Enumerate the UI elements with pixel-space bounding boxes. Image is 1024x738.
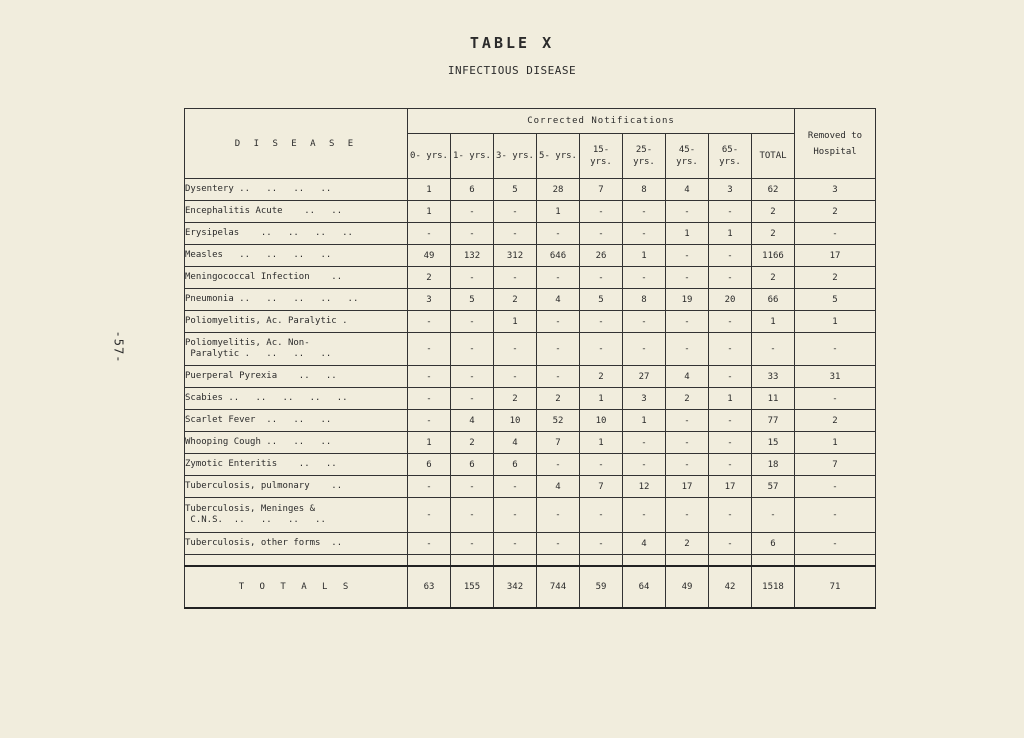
count-cell: 2: [494, 289, 537, 311]
count-cell: 10: [494, 410, 537, 432]
spacer-cell: [752, 555, 795, 567]
removed-cell: 3: [795, 179, 876, 201]
disease-name-cell: Poliomyelitis, Ac. Paralytic .: [185, 311, 408, 333]
count-cell: 19: [666, 289, 709, 311]
count-cell: -: [537, 333, 580, 366]
count-cell: -: [580, 201, 623, 223]
count-cell: -: [580, 333, 623, 366]
count-cell: 6: [408, 454, 451, 476]
total-cell: 1: [752, 311, 795, 333]
spacer-cell: [795, 555, 876, 567]
count-cell: 1: [408, 201, 451, 223]
age-header-45: 45- yrs.: [666, 134, 709, 179]
count-cell: -: [623, 223, 666, 245]
spacer-row: [185, 555, 876, 567]
infectious-disease-table: [184, 108, 876, 609]
table-row: [185, 410, 876, 432]
count-cell: 1: [580, 388, 623, 410]
count-cell: -: [408, 366, 451, 388]
total-count-cell: 744: [537, 566, 580, 608]
total-cell: 33: [752, 366, 795, 388]
count-cell: -: [408, 388, 451, 410]
count-cell: 4: [537, 476, 580, 498]
count-cell: 12: [623, 476, 666, 498]
age-header-3: 3- yrs.: [494, 134, 537, 179]
total-cell: -: [752, 498, 795, 533]
count-cell: -: [666, 245, 709, 267]
count-cell: -: [537, 454, 580, 476]
count-cell: -: [709, 267, 752, 289]
count-cell: -: [494, 333, 537, 366]
disease-name-cell: Tuberculosis, pulmonary ..: [185, 476, 408, 498]
count-cell: -: [580, 223, 623, 245]
spacer-cell: [494, 555, 537, 567]
removed-cell: 2: [795, 410, 876, 432]
removed-to-hospital-header: Removed to Hospital: [795, 109, 876, 179]
total-cell: 57: [752, 476, 795, 498]
age-header-1: 1- yrs.: [451, 134, 494, 179]
count-cell: -: [580, 267, 623, 289]
total-cell: -: [752, 333, 795, 366]
table-row: [185, 289, 876, 311]
total-count-cell: 49: [666, 566, 709, 608]
count-cell: 3: [623, 388, 666, 410]
count-cell: 1: [623, 245, 666, 267]
count-cell: -: [451, 223, 494, 245]
count-cell: -: [580, 311, 623, 333]
count-cell: -: [451, 201, 494, 223]
table-row: [185, 245, 876, 267]
count-cell: 4: [666, 366, 709, 388]
disease-name-cell: Poliomyelitis, Ac. Non- Paralytic . .. .. ..: [185, 333, 408, 366]
count-cell: -: [451, 311, 494, 333]
count-cell: 3: [709, 179, 752, 201]
count-cell: 2: [666, 388, 709, 410]
count-cell: -: [709, 432, 752, 454]
total-count-cell: 342: [494, 566, 537, 608]
removed-cell: 1: [795, 311, 876, 333]
removed-cell: -: [795, 476, 876, 498]
count-cell: -: [666, 410, 709, 432]
count-cell: -: [451, 388, 494, 410]
total-cell: 2: [752, 267, 795, 289]
disease-column-header: D I S E A S E: [185, 109, 408, 179]
count-cell: 1: [709, 223, 752, 245]
count-cell: 52: [537, 410, 580, 432]
total-cell: 77: [752, 410, 795, 432]
total-count-cell: 64: [623, 566, 666, 608]
count-cell: -: [666, 311, 709, 333]
totals-row: [185, 566, 876, 608]
count-cell: -: [537, 366, 580, 388]
total-cell: 2: [752, 223, 795, 245]
spacer-cell: [408, 555, 451, 567]
grand-total-cell: 1518: [752, 566, 795, 608]
table-row: [185, 366, 876, 388]
count-cell: -: [709, 245, 752, 267]
count-cell: -: [451, 498, 494, 533]
totals-label: T O T A L S: [185, 566, 408, 608]
count-cell: -: [709, 533, 752, 555]
count-cell: -: [408, 476, 451, 498]
count-cell: -: [666, 498, 709, 533]
table-row: [185, 179, 876, 201]
count-cell: -: [666, 267, 709, 289]
count-cell: 26: [580, 245, 623, 267]
count-cell: -: [709, 366, 752, 388]
count-cell: 5: [580, 289, 623, 311]
count-cell: -: [623, 201, 666, 223]
table-row: [185, 388, 876, 410]
disease-name-cell: Puerperal Pyrexia .. ..: [185, 366, 408, 388]
table-row: [185, 454, 876, 476]
count-cell: 4: [451, 410, 494, 432]
count-cell: -: [537, 533, 580, 555]
disease-name-cell: Scabies .. .. .. .. ..: [185, 388, 408, 410]
table-row: [185, 267, 876, 289]
count-cell: -: [623, 432, 666, 454]
disease-name-cell: Measles .. .. .. ..: [185, 245, 408, 267]
total-count-cell: 42: [709, 566, 752, 608]
count-cell: 4: [537, 289, 580, 311]
removed-cell: -: [795, 498, 876, 533]
count-cell: -: [537, 223, 580, 245]
count-cell: -: [580, 498, 623, 533]
count-cell: -: [580, 454, 623, 476]
count-cell: -: [709, 311, 752, 333]
total-cell: 62: [752, 179, 795, 201]
count-cell: -: [623, 498, 666, 533]
count-cell: 1: [580, 432, 623, 454]
removed-cell: 17: [795, 245, 876, 267]
count-cell: 17: [709, 476, 752, 498]
disease-name-cell: Encephalitis Acute .. ..: [185, 201, 408, 223]
removed-cell: 2: [795, 201, 876, 223]
spacer-cell: [185, 555, 408, 567]
disease-name-cell: Meningococcal Infection ..: [185, 267, 408, 289]
count-cell: -: [494, 498, 537, 533]
table-subtitle: INFECTIOUS DISEASE: [447, 64, 577, 77]
removed-cell: 7: [795, 454, 876, 476]
count-cell: -: [451, 333, 494, 366]
count-cell: 2: [580, 366, 623, 388]
disease-name-cell: Whooping Cough .. .. ..: [185, 432, 408, 454]
removed-cell: -: [795, 223, 876, 245]
disease-name-cell: Zymotic Enteritis .. ..: [185, 454, 408, 476]
table-row: [185, 476, 876, 498]
removed-cell: 5: [795, 289, 876, 311]
count-cell: -: [623, 333, 666, 366]
age-header-65: 65- yrs.: [709, 134, 752, 179]
count-cell: 49: [408, 245, 451, 267]
count-cell: -: [408, 311, 451, 333]
count-cell: 20: [709, 289, 752, 311]
table-row: [185, 432, 876, 454]
age-header-25: 25- yrs.: [623, 134, 666, 179]
spacer-cell: [537, 555, 580, 567]
count-cell: -: [666, 333, 709, 366]
count-cell: 7: [580, 476, 623, 498]
count-cell: 1: [494, 311, 537, 333]
corrected-notifications-header: Corrected Notifications: [408, 109, 795, 134]
count-cell: 1: [666, 223, 709, 245]
count-cell: -: [666, 454, 709, 476]
table-title: TABLE X: [469, 34, 555, 52]
count-cell: -: [666, 432, 709, 454]
table-row: [185, 201, 876, 223]
count-cell: 1: [408, 432, 451, 454]
table-row: [185, 311, 876, 333]
age-header-0: 0- yrs.: [408, 134, 451, 179]
count-cell: -: [537, 267, 580, 289]
count-cell: -: [494, 366, 537, 388]
total-header: TOTAL: [752, 134, 795, 179]
table-row: [185, 333, 876, 366]
count-cell: -: [408, 533, 451, 555]
count-cell: -: [451, 267, 494, 289]
disease-name-cell: Scarlet Fever .. .. ..: [185, 410, 408, 432]
count-cell: -: [451, 533, 494, 555]
count-cell: 6: [451, 179, 494, 201]
total-count-cell: 155: [451, 566, 494, 608]
disease-name-cell: Pneumonia .. .. .. .. ..: [185, 289, 408, 311]
spacer-cell: [451, 555, 494, 567]
count-cell: 27: [623, 366, 666, 388]
total-cell: 18: [752, 454, 795, 476]
total-cell: 1166: [752, 245, 795, 267]
removed-cell: 1: [795, 432, 876, 454]
removed-cell: -: [795, 333, 876, 366]
count-cell: 5: [494, 179, 537, 201]
count-cell: 4: [666, 179, 709, 201]
count-cell: 2: [537, 388, 580, 410]
count-cell: -: [451, 366, 494, 388]
count-cell: -: [494, 267, 537, 289]
count-cell: 8: [623, 179, 666, 201]
table-row: [185, 533, 876, 555]
total-cell: 2: [752, 201, 795, 223]
total-cell: 6: [752, 533, 795, 555]
total-count-cell: 59: [580, 566, 623, 608]
count-cell: 7: [580, 179, 623, 201]
count-cell: -: [408, 498, 451, 533]
count-cell: -: [709, 410, 752, 432]
spacer-cell: [623, 555, 666, 567]
total-cell: 11: [752, 388, 795, 410]
count-cell: -: [623, 311, 666, 333]
count-cell: -: [537, 311, 580, 333]
count-cell: 2: [494, 388, 537, 410]
count-cell: 17: [666, 476, 709, 498]
total-cell: 66: [752, 289, 795, 311]
count-cell: -: [666, 201, 709, 223]
total-cell: 15: [752, 432, 795, 454]
count-cell: -: [408, 333, 451, 366]
count-cell: -: [408, 410, 451, 432]
count-cell: 1: [408, 179, 451, 201]
count-cell: -: [494, 201, 537, 223]
age-header-5: 5- yrs.: [537, 134, 580, 179]
count-cell: 1: [709, 388, 752, 410]
count-cell: 6: [494, 454, 537, 476]
removed-total-cell: 71: [795, 566, 876, 608]
count-cell: 7: [537, 432, 580, 454]
removed-cell: -: [795, 533, 876, 555]
disease-name-cell: Erysipelas .. .. .. ..: [185, 223, 408, 245]
count-cell: 2: [408, 267, 451, 289]
disease-name-cell: Tuberculosis, Meninges & C.N.S. .. .. .. ..: [185, 498, 408, 533]
count-cell: -: [494, 533, 537, 555]
count-cell: -: [537, 498, 580, 533]
count-cell: -: [494, 223, 537, 245]
age-header-15: 15- yrs.: [580, 134, 623, 179]
count-cell: -: [623, 454, 666, 476]
count-cell: 2: [451, 432, 494, 454]
table-row: [185, 498, 876, 533]
removed-cell: 31: [795, 366, 876, 388]
count-cell: 2: [666, 533, 709, 555]
spacer-cell: [709, 555, 752, 567]
total-count-cell: 63: [408, 566, 451, 608]
count-cell: 28: [537, 179, 580, 201]
count-cell: 5: [451, 289, 494, 311]
count-cell: 312: [494, 245, 537, 267]
count-cell: 8: [623, 289, 666, 311]
removed-cell: 2: [795, 267, 876, 289]
spacer-cell: [666, 555, 709, 567]
count-cell: 10: [580, 410, 623, 432]
count-cell: -: [494, 476, 537, 498]
count-cell: 4: [494, 432, 537, 454]
count-cell: 1: [537, 201, 580, 223]
count-cell: 3: [408, 289, 451, 311]
count-cell: 132: [451, 245, 494, 267]
disease-name-cell: Dysentery .. .. .. ..: [185, 179, 408, 201]
count-cell: -: [408, 223, 451, 245]
page-number: -57-: [111, 330, 126, 364]
count-cell: 4: [623, 533, 666, 555]
spacer-cell: [580, 555, 623, 567]
table-row: [185, 223, 876, 245]
count-cell: -: [709, 333, 752, 366]
count-cell: 646: [537, 245, 580, 267]
removed-cell: -: [795, 388, 876, 410]
count-cell: -: [709, 201, 752, 223]
count-cell: -: [709, 498, 752, 533]
count-cell: -: [580, 533, 623, 555]
table-body: [185, 179, 876, 609]
count-cell: -: [709, 454, 752, 476]
count-cell: 6: [451, 454, 494, 476]
disease-name-cell: Tuberculosis, other forms ..: [185, 533, 408, 555]
count-cell: -: [451, 476, 494, 498]
count-cell: 1: [623, 410, 666, 432]
count-cell: -: [623, 267, 666, 289]
